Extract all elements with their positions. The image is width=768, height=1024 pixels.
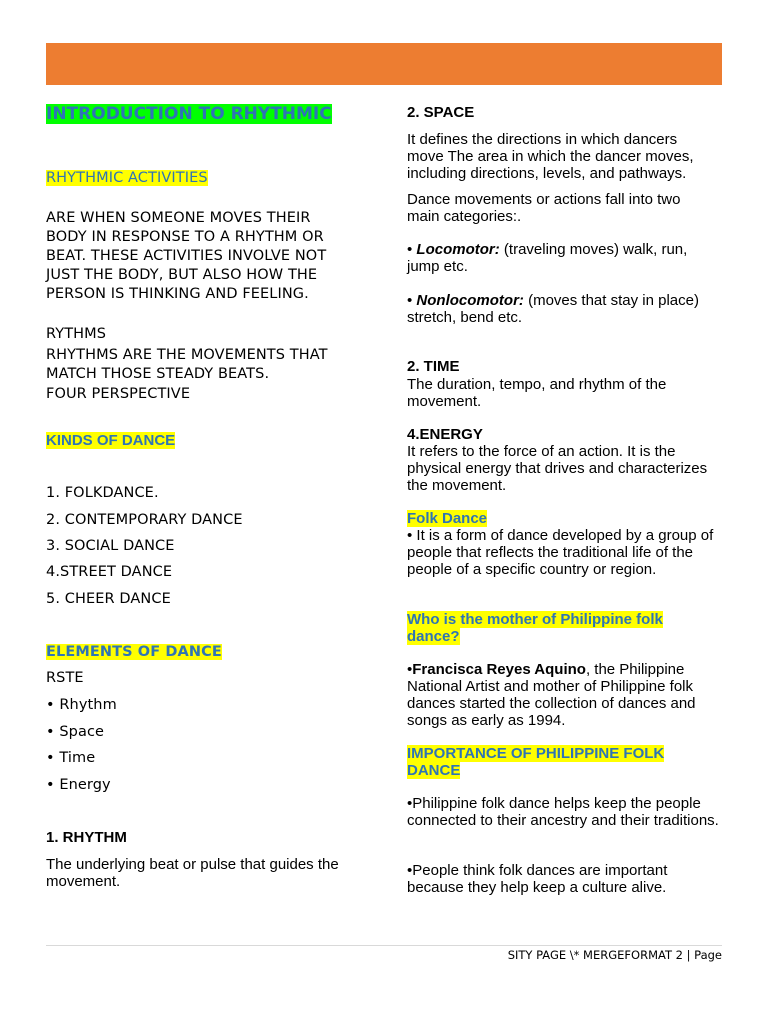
element-item-energy: • Energy — [46, 777, 111, 793]
nonlocomotor-term: Nonlocomotor: — [416, 292, 524, 309]
energy-body: It refers to the force of an action. It is the physical energy that drives and characterizes the movement. — [407, 443, 708, 494]
rythms-label: RYTHMS — [46, 326, 107, 342]
importance-heading: IMPORTANCE OF PHILIPPINE FOLK DANCE — [407, 745, 665, 779]
kinds-item-4: 4.STREET DANCE — [46, 564, 173, 580]
four-perspective: FOUR PERSPECTIVE — [46, 386, 191, 402]
rhythm-heading: 1. RHYTHM — [46, 829, 127, 846]
folk-dance-body: • It is a form of dance developed by a group of people that reflects the traditional life of the people of a specific country or region. — [407, 527, 714, 578]
kinds-of-dance-heading: KINDS OF DANCE — [46, 432, 176, 449]
elements-of-dance-heading: ELEMENTS OF DANCE — [46, 644, 222, 660]
rste-label: RSTE — [46, 670, 84, 686]
locomotor-item: • Locomotor: (traveling moves) walk, run, jump etc. — [407, 241, 688, 275]
nonlocomotor-item: • Nonlocomotor: (moves that stay in place) stretch, bend etc. — [407, 292, 699, 326]
locomotor-term: Locomotor: — [416, 241, 500, 258]
kinds-item-3: 3. SOCIAL DANCE — [46, 538, 175, 554]
mother-question: Who is the mother of Philippine folk dance? — [407, 611, 663, 645]
mother-name: Francisca Reyes Aquino — [412, 661, 586, 678]
importance-item-1: •Philippine folk dance helps keep the people connected to their ancestry and their traditions. — [407, 795, 719, 829]
folk-dance-heading: Folk Dance — [407, 510, 488, 527]
time-body: The duration, tempo, and rhythm of the movement. — [407, 376, 667, 410]
intro-title: INTRODUCTION TO RHYTHMIC — [46, 104, 332, 124]
element-item-time: • Time — [46, 750, 96, 766]
energy-heading: 4.ENERGY — [407, 426, 483, 443]
importance-item-2: •People think folk dances are important because they help keep a culture alive. — [407, 862, 668, 896]
kinds-item-5: 5. CHEER DANCE — [46, 591, 171, 607]
rhythmic-activities-heading: RHYTHMIC ACTIVITIES — [46, 170, 208, 186]
mother-answer: •Francisca Reyes Aquino, the Philippine National Artist and mother of Philippine folk dances started the collection of dances and songs as early as 1994. — [407, 661, 696, 729]
space-heading: 2. SPACE — [407, 104, 475, 121]
categories-intro: Dance movements or actions fall into two main categories:. — [407, 191, 681, 225]
element-item-space: • Space — [46, 724, 105, 740]
footer-divider — [46, 945, 722, 946]
header-banner — [46, 43, 722, 85]
rhythm-body: The underlying beat or pulse that guides the movement. — [46, 856, 339, 890]
kinds-item-2: 2. CONTEMPORARY DANCE — [46, 512, 243, 528]
time-heading: 2. TIME — [407, 358, 460, 375]
kinds-item-1: 1. FOLKDANCE. — [46, 485, 159, 501]
space-body: It defines the directions in which dancers move The area in which the dancer moves, including directions, levels, and pathways. — [407, 131, 694, 182]
page-footer: SITY PAGE \* MERGEFORMAT 2 | Page — [507, 948, 722, 962]
element-item-rhythm: • Rhythm — [46, 697, 117, 713]
rythms-body: RHYTHMS ARE THE MOVEMENTS THAT MATCH THOSE STEADY BEATS. — [46, 347, 328, 382]
rhythmic-activities-body: ARE WHEN SOMEONE MOVES THEIR BODY IN RESPONSE TO A RHYTHM OR BEAT. THESE ACTIVITIES INVOLVE NOT JUST THE BODY, BUT ALSO HOW THE PERSON IS THINKING AND FEELING. — [46, 210, 327, 302]
